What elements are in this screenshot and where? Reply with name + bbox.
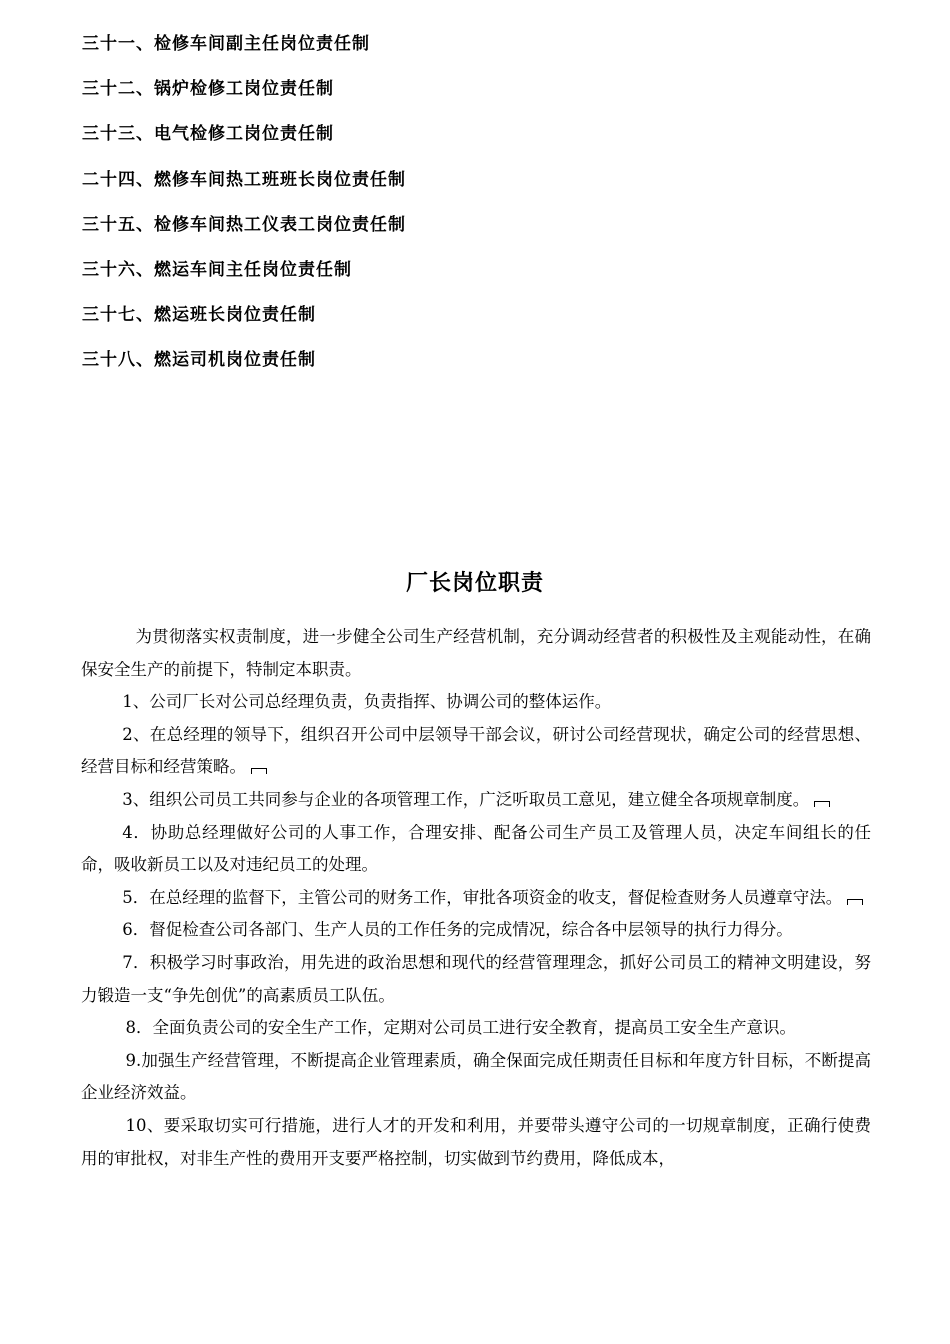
duty-paragraph: [81, 914, 871, 947]
duty-paragraph: [81, 1012, 871, 1045]
duty-paragraph: [81, 882, 871, 915]
toc-item: 三十六、燃运车间主任岗位责任制: [82, 259, 352, 280]
paragraph-mark-icon: [814, 801, 830, 807]
paragraph-mark-icon: [251, 768, 267, 774]
toc-item: 三十二、锅炉检修工岗位责任制: [82, 79, 334, 100]
toc-item: 三十五、检修车间热工仪表工岗位责任制: [82, 214, 406, 235]
intro-paragraph: [81, 621, 871, 686]
duty-paragraph: [81, 947, 871, 1012]
paragraph-text: 为贯彻落实权责制度，进一步健全公司生产经营机制，充分调动经营者的积极性及主观能动性，在确保安全生产的前提下，特制定本职责。: [81, 627, 871, 679]
paragraph-text: 4．协助总经理做好公司的人事工作，合理安排、配备公司生产员工及管理人员，决定车间组长的任命，吸收新员工以及对违纪员工的处理。: [81, 822, 871, 875]
paragraph-text: 1、公司厂长对公司总经理负责，负责指挥、协调公司的整体运作。: [122, 692, 612, 712]
toc-item: 三十一、检修车间副主任岗位责任制: [82, 34, 370, 54]
paragraph-text: 5．在总经理的监督下，主管公司的财务工作，审批各项资金的收支，督促检查财务人员遵章守法。: [122, 887, 843, 907]
paragraph-text: 8．全面负责公司的安全生产工作，定期对公司员工进行安全教育，提高员工安全生产意识。: [125, 1018, 797, 1038]
duty-paragraph: [81, 1045, 871, 1110]
document-title: 厂长岗位职责: [405, 571, 544, 596]
paragraph-text: 7．积极学习时事政治，用先进的政治思想和现代的经营管理理念，抓好公司员工的精神文明建设，努力锻造一支“争先创优”的高素质员工队伍。: [81, 952, 871, 1005]
paragraph-text: 10、要采取切实可行措施，进行人才的开发和利用，并要带头遵守公司的一切规章制度，正确行使费用的审批权，对非生产性的费用开支要严格控制，切实做到节约费用，降低成本，: [81, 1115, 871, 1168]
document-body: [81, 621, 871, 1175]
toc-item: 三十七、燃运班长岗位责任制: [82, 305, 316, 326]
duty-paragraph: [81, 686, 871, 719]
paragraph-mark-icon: [847, 899, 863, 905]
table-of-contents: [82, 30, 782, 392]
paragraph-text: 9.加强生产经营管理，不断提高企业管理素质，确全保面完成任期责任目标和年度方针目标，不断提高企业经济效益。: [81, 1050, 871, 1103]
toc-item: 三十三、电气检修工岗位责任制: [82, 124, 334, 145]
paragraph-text: 6．督促检查公司各部门、生产人员的工作任务的完成情况，综合各中层领导的执行力得分。: [122, 920, 793, 940]
toc-item: 二十四、燃修车间热工班班长岗位责任制: [82, 169, 406, 190]
duty-paragraph: [81, 719, 871, 784]
duty-paragraph: [81, 817, 871, 882]
paragraph-text: 3、组织公司员工共同参与企业的各项管理工作，广泛听取员工意见，建立健全各项规章制度。: [122, 789, 810, 809]
paragraph-text: 2、在总经理的领导下，组织召开公司中层领导干部会议，研讨公司经营现状，确定公司的经营思想、经营目标和经营策略。: [81, 724, 871, 777]
duty-paragraph: [81, 784, 871, 817]
duty-paragraph: [81, 1110, 871, 1175]
toc-item: 三十八、燃运司机岗位责任制: [82, 350, 316, 371]
